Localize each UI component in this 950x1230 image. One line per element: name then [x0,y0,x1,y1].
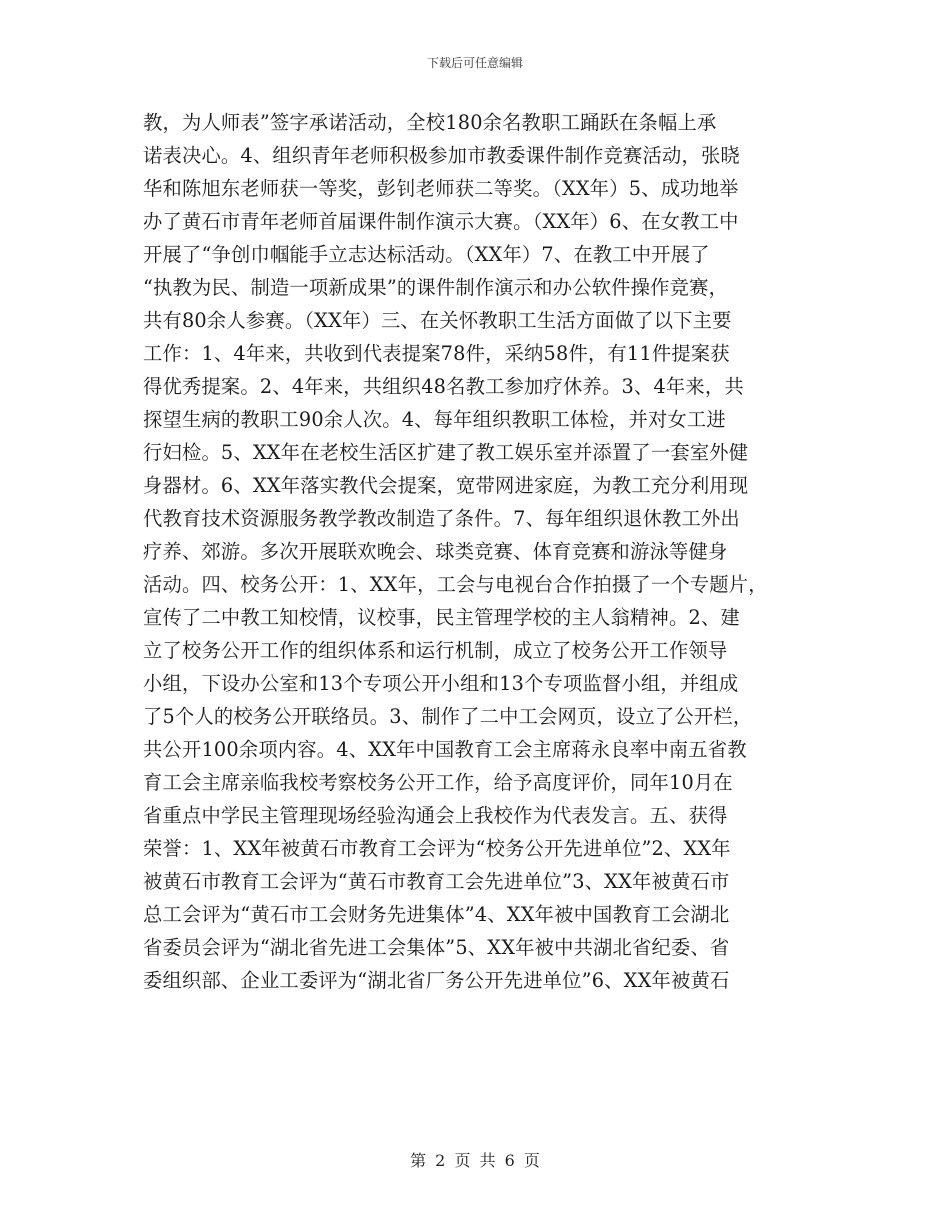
page-number-footer: 第 2 页 共 6 页 [410,1151,540,1170]
body-line: 工作：1、4年来，共收到代表提案78件，采纳58件，有11件提案获 [143,342,730,365]
page-header: 下载后可任意编辑 [426,56,523,70]
body-line: 省委员会评为“湖北省先进工会集体”5、XX年被中共湖北省纪委、省 [143,936,730,959]
body-line: 疗养、郊游。多次开展联欢晚会、球类竞赛、体育竞赛和游泳等健身 [143,540,728,563]
body-line: 被黄石市教育工会评为“黄石市教育工会先进单位”3、XX年被黄石市 [143,870,730,893]
body-line: 得优秀提案。2、4年来，共组织48名教工参加疗休养。3、4年来，共 [143,375,744,398]
body-line: 华和陈旭东老师获一等奖，彭钊老师获二等奖。（XX年）5、成功地举 [143,177,739,200]
document-body [143,106,823,997]
body-line: 代教育技术资源服务教学教改制造了条件。7、每年组织退休教工外出 [143,507,740,530]
body-line: 小组，下设办公室和13个专项公开小组和13个专项监督小组，并组成 [143,672,739,695]
body-line: 共有80余人参赛。（XX年）三、在关怀教职工生活方面做了以下主要 [143,309,732,332]
body-line: 办了黄石市青年老师首届课件制作演示大赛。（XX年）6、在女教工中 [143,210,739,233]
body-line: 身器材。6、XX年落实教代会提案，宽带网进家庭，为教工充分利用现 [143,474,749,497]
body-line: 活动。四、校务公开：1、XX年，工会与电视台合作拍摄了一个专题片， [143,573,768,596]
body-line: “执教为民、制造一项新成果”的课件制作演示和办公软件操作竞赛， [143,276,729,299]
body-line: 诺表决心。4、组织青年老师积极参加市教委课件制作竞赛活动，张晓 [143,144,740,167]
body-line: 探望生病的教职工90余人次。4、每年组织教职工体检，并对女工进 [143,408,726,431]
body-line: 了5个人的校务公开联络员。3、制作了二中工会网页，设立了公开栏， [143,705,753,728]
body-line: 行妇检。5、XX年在老校生活区扩建了教工娱乐室并添置了一套室外健 [143,441,749,464]
body-line: 省重点中学民主管理现场经验沟通会上我校作为代表发言。五、获得 [143,804,728,827]
body-line: 宣传了二中教工知校情，议校事，民主管理学校的主人翁精神。2、建 [143,606,740,629]
body-line: 委组织部、企业工委评为“湖北省厂务公开先进单位”6、XX年被黄石 [143,969,730,992]
body-line: 教，为人师表”签字承诺活动，全校180余名教职工踊跃在条幅上承 [143,111,717,134]
body-line: 共公开100余项内容。4、XX年中国教育工会主席蒋永良率中南五省教 [143,738,747,761]
body-line: 总工会评为“黄石市工会财务先进集体”4、XX年被中国教育工会湖北 [143,903,730,926]
body-line: 开展了“争创巾帼能手立志达标活动。（XX年）7、在教工中开展了 [143,243,710,266]
body-line: 立了校务公开工作的组织体系和运行机制，成立了校务公开工作领导 [143,639,728,662]
body-line: 荣誉：1、XX年被黄石市教育工会评为“校务公开先进单位”2、XX年 [143,837,731,860]
body-line: 育工会主席亲临我校考察校务公开工作，给予高度评价，同年10月在 [143,771,733,794]
